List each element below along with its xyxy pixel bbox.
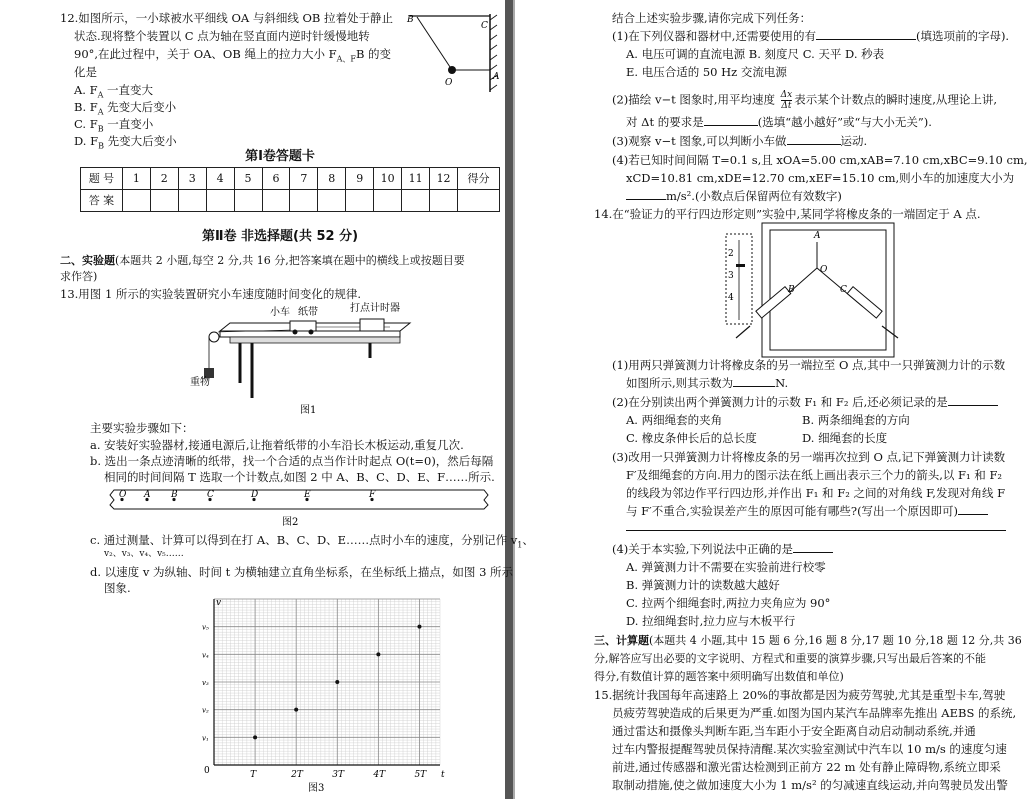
x-tick-1: T: [250, 770, 257, 780]
tape-label-d: D: [251, 490, 259, 500]
q13-intro: 13.用图 1 所示的实验装置研究小车速度随时间变化的规律.: [60, 287, 362, 301]
page-gutter-edge: [513, 0, 515, 799]
q12-line-3: 90°,在此过程中，关于 OA、OB 绳上的拉力大小 $F_{A、F}B$ 的变: [74, 47, 392, 64]
q14-scale-3: 3: [728, 271, 734, 281]
answer-card-row2-label: 答 案: [81, 190, 123, 212]
q14-4-option-b: B. 弹簧测力计的读数越大越好: [626, 578, 780, 592]
fig1-caption: 图1: [300, 405, 317, 416]
q14-1-blank[interactable]: [733, 375, 775, 387]
y-tick-5: v₅: [202, 623, 209, 632]
q14-4-option-c: C. 拉两个细绳套时,两拉力夹角应为 90°: [626, 596, 831, 610]
q13-step-b-2: 相同的时间间隔 T 选取一个计数点,如图 2 中 A、B、C、D、E、F……所示.: [104, 470, 495, 484]
data-point-5: [417, 625, 421, 629]
tasks-intro: 结合上述实验步骤,请你完成下列任务：: [612, 11, 812, 25]
data-point-4: [376, 652, 380, 656]
task-1: (1)在下列仪器和器材中,还需要使用的有 (填选项前的字母).: [612, 29, 1010, 43]
q14-2: (2)在分别读出两个弹簧测力计的示数 F₁ 和 F₂ 后,还必须记录的是: [612, 394, 998, 412]
q15-line-2: 员疲劳驾驶造成的后果更为严重.如图为国内某汽车品牌率先推出 AEBS 的系统,: [612, 706, 1017, 720]
tape-label-f: F: [369, 490, 376, 500]
q13-steps-title: 主要实验步骤如下：: [90, 421, 194, 435]
y-tick-4: v₄: [202, 651, 209, 660]
x-tick-4: 4T: [373, 770, 386, 780]
task-4-line-1: (4)若已知时间间隔 T=0.1 s,且 xOA=5.00 cm,xAB=7.10 cm,xBC=9.10 cm,: [612, 153, 1028, 167]
q12-label-a: A: [493, 72, 500, 82]
q12-label-b: B: [407, 15, 414, 25]
label-weight: 重物: [190, 377, 210, 388]
section3-line-2: 分,解答应写出必要的文字说明、方程式和重要的演算步骤,只写出最后答案的不能: [594, 652, 986, 665]
q14-3-line-4: 与 F′不重合,实验误差产生的原因可能有哪些?(写出一个原因即可): [626, 503, 988, 521]
x-tick-2: 2T: [291, 770, 303, 780]
q14-label-b: B: [788, 285, 795, 295]
q14-scale-4: 4: [728, 293, 734, 303]
q12-line-2: 状态.现将整个装置以 C 点为轴在竖直面内逆时针缓慢地转: [74, 29, 370, 43]
section2-desc-2: 求作答): [60, 270, 98, 283]
q14-2-option-d: D. 细绳套的长度: [802, 431, 888, 445]
q14-3-line-2: F′及细绳套的方向.用力的图示法在纸上画出表示三个力的箭头,以 F₁ 和 F₂: [626, 468, 1003, 482]
fig2-caption: 图2: [282, 517, 299, 528]
page-gutter: [505, 0, 513, 799]
task-1-blank[interactable]: [816, 28, 916, 40]
q14-scale-2: 2: [728, 249, 734, 259]
q13-figure-2: [104, 487, 494, 529]
q14-4-option-d: D. 拉细绳套时,拉力应与木板平行: [626, 614, 796, 628]
y-tick-3: v₃: [202, 679, 209, 687]
answer-card-row1-label: 题 号: [81, 168, 123, 190]
q15-line-5: 前进,通过传感器和激光雷达检测到正前方 22 m 处有静止障碍物,系统立即采: [612, 760, 1001, 774]
y-axis-label: v: [216, 598, 222, 608]
task-4-blank[interactable]: [626, 188, 666, 200]
q14-3-line-3: 的线段为邻边作平行四边形,并作出 F₁ 和 F₂ 之间的对角线 F,发现对角线 F: [626, 486, 1006, 500]
q14-4-option-a: A. 弹簧测力计不需要在实验前进行校零: [626, 560, 826, 574]
task-3: (3)观察 v−t 图象,可以判断小车做 运动.: [612, 134, 868, 148]
q12-option-b: B. $F_A$ 先变大后变小: [74, 100, 177, 117]
q14-1-line-1: (1)用两只弹簧测力计将橡皮条的另一端拉至 O 点,其中一只弹簧测力计的示数: [612, 358, 1006, 372]
q13-figure-1: [190, 303, 420, 418]
q13-figure-3-chart: [200, 595, 450, 799]
q13-step-b-1: b. 选出一条点迹清晰的纸带，找一个合适的点当作计时起点 O(t=0)，然后每隔: [90, 454, 494, 468]
x-tick-5: 5T: [414, 770, 427, 780]
paper-tape: [110, 490, 488, 509]
task-2-line-2: 对 Δt 的要求是 (选填“越小越好”或“与大小无关”).: [626, 115, 932, 129]
q13-step-d-1: d. 以速度 v 为纵轴、时间 t 为横轴建立直角坐标系，在坐标纸上描点，如图 3 所示: [90, 565, 514, 579]
data-point-1: [253, 735, 257, 739]
q12-line-4: 化是: [74, 65, 97, 79]
q12-label-c: C: [481, 21, 488, 31]
q14-label-a: A: [814, 231, 821, 241]
label-timer: 打点计时器: [350, 303, 400, 314]
q12-option-d: D. $F_B$ 先变大后变小: [74, 134, 177, 151]
data-point-3: [335, 680, 339, 684]
q12-label-o: O: [445, 78, 453, 88]
section3-line-3: 得分,有数值计算的题答案中须明确写出数值和单位): [594, 670, 844, 683]
q14-2-option-a: A. 两细绳套的夹角: [626, 413, 723, 427]
q14-scale-pointer: [736, 264, 745, 267]
task-4-line-3: m/s².(小数点后保留两位有效数字): [626, 188, 842, 206]
tape-label-a: A: [144, 490, 151, 500]
x-tick-3: 3T: [332, 770, 345, 780]
y-tick-1: v₁: [202, 734, 209, 743]
label-tape: 纸带: [298, 307, 318, 318]
q13-step-a: a. 安装好实验器材,接通电源后,让拖着纸带的小车沿长木板运动,重复几次.: [90, 438, 464, 452]
q14-figure: [722, 226, 992, 356]
q14-3-answer-line[interactable]: [626, 519, 1006, 531]
x-axis-label: t: [441, 770, 445, 780]
q12-figure: [405, 10, 500, 95]
timer-device: [360, 319, 384, 331]
q14-2-blank[interactable]: [948, 394, 998, 406]
q12-option-c: C. $F_B$ 一直变小: [74, 117, 154, 134]
q14-1-line-2: 如图所示,则其示数为 N.: [626, 376, 789, 390]
task-3-blank[interactable]: [787, 133, 841, 145]
q13-step-c-1: c. 通过测量、计算可以得到在打 A、B、C、D、E……点时小车的速度，分别记作 $v_1$、: [90, 533, 534, 550]
q14-2-option-b: B. 两条细绳套的方向: [802, 413, 910, 427]
task-1-option-e: E. 电压合适的 50 Hz 交流电源: [626, 65, 787, 79]
tape-label-c: C: [207, 490, 214, 500]
task-1-options: A. 电压可调的直流电源 B. 刻度尺 C. 天平 D. 秒表: [626, 47, 885, 61]
right-page: [594, 0, 1028, 799]
q12-ball: [448, 66, 456, 74]
q14-4-blank[interactable]: [793, 541, 833, 553]
q14-2-option-c: C. 橡皮条伸长后的总长度: [626, 431, 757, 445]
fig3-caption: 图3: [308, 783, 325, 794]
section2-heading-line: 二、实验题(本题共 2 小题,每空 2 分,共 16 分,把答案填在题中的横线上或按题目要: [60, 254, 465, 267]
q13-step-d-2: 图象.: [104, 581, 131, 595]
section3-line-1: 三、计算题(本题共 4 小题,其中 15 题 6 分,16 题 8 分,17 题 10 分,18 题 12 分,共 36: [594, 634, 1022, 647]
task-2-line-1: (2)描绘 v−t 图象时,用平均速度 $\frac{\Delta x}{\Delta t}$ 表示某个计数点的瞬时速度,从理论上讲,: [612, 90, 998, 111]
q14-3-blank-line-2: [626, 519, 1006, 537]
car-body: [290, 321, 316, 331]
q15-line-6: 取制动措施,使之做加速度大小为 1 m/s² 的匀减速直线运动,并向驾驶员发出警: [612, 778, 1008, 792]
origin-label: 0: [204, 766, 210, 776]
answer-card-table: 题 号 1 2 3 4 5 6 7 8 9 10 11 12 得分 答 案: [80, 167, 500, 212]
tape-label-e: E: [304, 490, 311, 500]
q12-string-ob: [417, 17, 452, 70]
answer-card-score-label: 得分: [458, 168, 500, 190]
q15-line-3: 通过雷达和摄像头判断车距,当车距小于安全距离自动启动制动系统,并通: [612, 724, 976, 738]
q14-3-line-1: (3)改用一只弹簧测力计将橡皮条的另一端再次拉到 O 点,记下弹簧测力计读数: [612, 450, 1006, 464]
q13-step-c-2: v₂、v₃、v₄、v₅……: [104, 549, 184, 559]
y-tick-2: v₂: [202, 706, 209, 715]
part2-title: 第Ⅱ卷 非选择题(共 52 分): [201, 229, 359, 244]
q14-intro: 14.在“验证力的平行四边形定则”实验中,某同学将橡皮条的一端固定于 A 点.: [594, 207, 981, 221]
task-2-blank[interactable]: [704, 114, 758, 126]
q12-line-1: 12.如图所示，一小球被水平细线 OA 与斜细线 OB 拉着处于静止: [60, 11, 394, 25]
tape-label-o: O: [119, 490, 127, 500]
q15-line-4: 过车内警报提醒驾驶员保持清醒.某次实验室测试中汽车以 10 m/s 的速度匀速: [612, 742, 1007, 756]
answer-card-title: 第Ⅰ卷答题卡: [245, 149, 315, 164]
q14-label-o: O: [820, 265, 828, 275]
q14-label-c: C: [840, 285, 847, 295]
task-4-line-2: xCD=10.81 cm,xDE=12.70 cm,xEF=15.10 cm,则小车的加速度大小为: [626, 171, 1015, 185]
left-page: [60, 0, 534, 799]
q15-line-1: 15.据统计我国每年高速路上 20%的事故都是因为疲劳驾驶,尤其是重型卡车,驾驶: [594, 688, 1006, 702]
label-car: 小车: [270, 307, 290, 318]
data-point-2: [294, 708, 298, 712]
q14-4: (4)关于本实验,下列说法中正确的是: [612, 541, 833, 559]
q12-option-a: A. $F_A$ 一直变大: [74, 83, 154, 100]
tape-label-b: B: [171, 490, 178, 500]
q14-3-blank[interactable]: [958, 503, 988, 515]
